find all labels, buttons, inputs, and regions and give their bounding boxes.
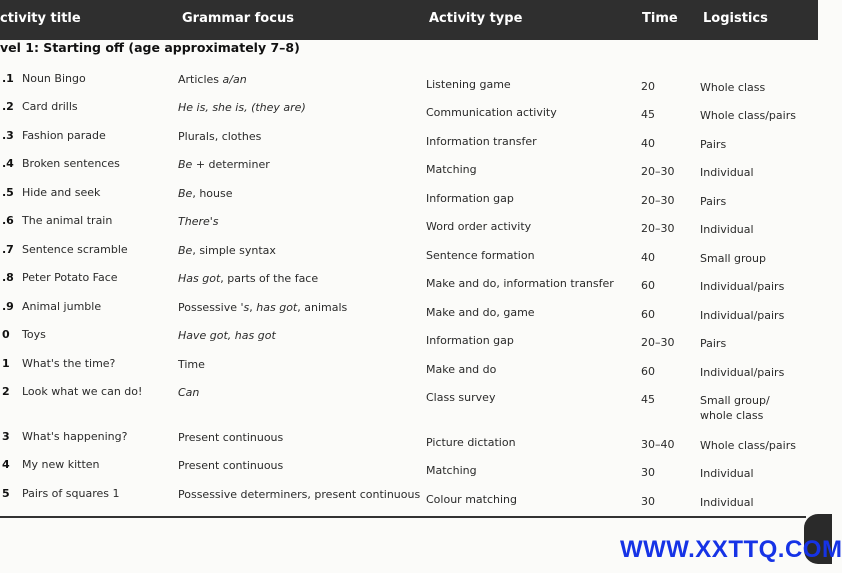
table-row [0,300,818,330]
grammar-focus-part: a/an [222,73,247,86]
activity-title: My new kitten [22,458,100,471]
grammar-focus-part: Articles [178,73,223,86]
time-minutes: 30–40 [641,438,675,451]
activity-title: Sentence scramble [22,243,128,256]
activity-title: Noun Bingo [22,72,86,85]
logistics: Individual/pairs [700,366,785,379]
table-row [0,458,818,488]
logistics: Pairs [700,195,727,208]
grammar-focus-part: Be [178,244,193,257]
header-grammar-focus: Grammar focus [182,11,294,26]
activity-title: Look what we can do! [22,385,143,398]
activity-number: .8 [2,271,14,284]
logistics: Individual [700,496,754,509]
activity-title: Animal jumble [22,300,102,313]
grammar-focus-part: , parts of the face [220,272,319,285]
time-minutes: 45 [641,393,655,406]
grammar-focus-part: Plurals, clothes [178,130,262,143]
activity-type: Colour matching [426,493,517,506]
grammar-focus-part: Be [178,187,193,200]
table-row [0,72,818,102]
grammar-focus-part: + determiner [192,158,270,171]
time-minutes: 40 [641,251,655,264]
grammar-focus-part: Present continuous [178,459,284,472]
activity-title: What's happening? [22,430,128,443]
logistics: Whole class/pairs [700,439,796,452]
activity-number: .7 [2,243,14,256]
logistics: Individual/pairs [700,309,785,322]
header-activity-type: Activity type [429,11,523,26]
grammar-focus [178,358,205,371]
activity-number: .4 [2,157,14,170]
activity-title: Fashion parade [22,129,106,142]
grammar-focus-part: Possessive determiners, present continuous [178,488,421,501]
time-minutes: 20 [641,80,655,93]
grammar-focus-part: , simple syntax [192,244,276,257]
activity-type: Sentence formation [426,249,535,262]
table-row [0,430,818,460]
table-row [0,385,818,422]
logistics-line-2: whole class [700,409,764,422]
logistics: Individual [700,467,754,480]
activity-number: 5 [2,487,10,500]
grammar-focus [178,329,276,342]
activity-type: Class survey [426,391,496,404]
time-minutes: 20–30 [641,165,675,178]
grammar-focus [178,187,233,200]
grammar-focus-part: Has got [178,272,221,285]
activity-number: .3 [2,129,14,142]
bottom-rule [0,516,806,518]
grammar-focus [178,431,283,444]
activity-number: 3 [2,430,10,443]
time-minutes: 30 [641,495,655,508]
grammar-focus [178,244,276,257]
table-row [0,214,818,244]
header-time: Time [642,11,678,26]
grammar-focus-part: Have got, has got [178,329,276,342]
activity-number: 1 [2,357,10,370]
activity-title: Broken sentences [22,157,120,170]
time-minutes: 40 [641,137,655,150]
activity-type: Information transfer [426,135,537,148]
table-row [0,100,818,130]
grammar-focus-part: 's [240,301,250,314]
grammar-focus [178,459,283,472]
time-minutes: 20–30 [641,194,675,207]
grammar-focus [178,158,270,171]
activity-title: Toys [22,328,46,341]
table-row [0,328,818,358]
activity-title: The animal train [22,214,113,227]
activity-number: .5 [2,186,14,199]
logistics: Small group [700,252,766,265]
activity-type: Make and do, game [426,306,535,319]
activity-type: Information gap [426,334,514,347]
logistics: Individual/pairs [700,280,785,293]
watermark: WWW.XXTTQ.COM [620,536,842,563]
activity-title: Pairs of squares 1 [22,487,120,500]
activity-type: Picture dictation [426,436,516,449]
grammar-focus-part: Possessive [178,301,241,314]
grammar-focus-part: Time [178,358,205,371]
logistics: Small group/ [700,394,770,407]
activity-type: Matching [426,464,477,477]
time-minutes: 45 [641,108,655,121]
logistics: Individual [700,166,754,179]
header-logistics: Logistics [703,11,768,26]
activity-title: Peter Potato Face [22,271,118,284]
activity-number: .2 [2,100,14,113]
logistics: Individual [700,223,754,236]
activity-number: .1 [2,72,14,85]
activity-type: Make and do [426,363,497,376]
grammar-focus-part: , house [192,187,233,200]
activity-number: 2 [2,385,10,398]
logistics: Pairs [700,337,727,350]
grammar-focus-part: There's [178,215,219,228]
logistics: Whole class [700,81,766,94]
time-minutes: 60 [641,365,655,378]
logistics: Whole class/pairs [700,109,796,122]
grammar-focus [178,215,219,228]
table-row [0,243,818,273]
activity-type: Make and do, information transfer [426,277,614,290]
activity-title: Card drills [22,100,78,113]
header-activity-title: ctivity title [0,11,81,26]
grammar-focus [178,301,347,314]
activity-number: .9 [2,300,14,313]
time-minutes: 60 [641,308,655,321]
activity-title: What's the time? [22,357,116,370]
table-row [0,487,818,517]
table-row [0,157,818,187]
grammar-focus-part: He is, she is, (they are) [178,101,306,114]
grammar-focus-part: , animals [297,301,348,314]
grammar-focus [178,272,318,285]
time-minutes: 60 [641,279,655,292]
grammar-focus [178,386,199,399]
grammar-focus [178,130,261,143]
table-row [0,129,818,159]
table-row [0,271,818,301]
activity-number: 0 [2,328,10,341]
time-minutes: 20–30 [641,336,675,349]
grammar-focus-part: Be [178,158,193,171]
activity-type: Listening game [426,78,511,91]
grammar-focus-part: Present continuous [178,431,284,444]
activity-number: 4 [2,458,10,471]
logistics: Pairs [700,138,727,151]
table-row [0,357,818,387]
activity-type: Matching [426,163,477,176]
grammar-focus [178,73,247,86]
activity-title: Hide and seek [22,186,101,199]
table-row [0,186,818,216]
activity-type: Word order activity [426,220,532,233]
activity-number: .6 [2,214,14,227]
activity-type: Communication activity [426,106,557,119]
table-header [0,0,818,40]
grammar-focus [178,101,306,114]
level-title: vel 1: Starting off (age approximately 7–8) [0,40,300,55]
grammar-focus-part: , [249,301,257,314]
time-minutes: 20–30 [641,222,675,235]
activity-type: Information gap [426,192,514,205]
time-minutes: 30 [641,466,655,479]
grammar-focus [178,488,420,501]
grammar-focus-part: Can [178,386,200,399]
grammar-focus-part: has got [256,301,298,314]
